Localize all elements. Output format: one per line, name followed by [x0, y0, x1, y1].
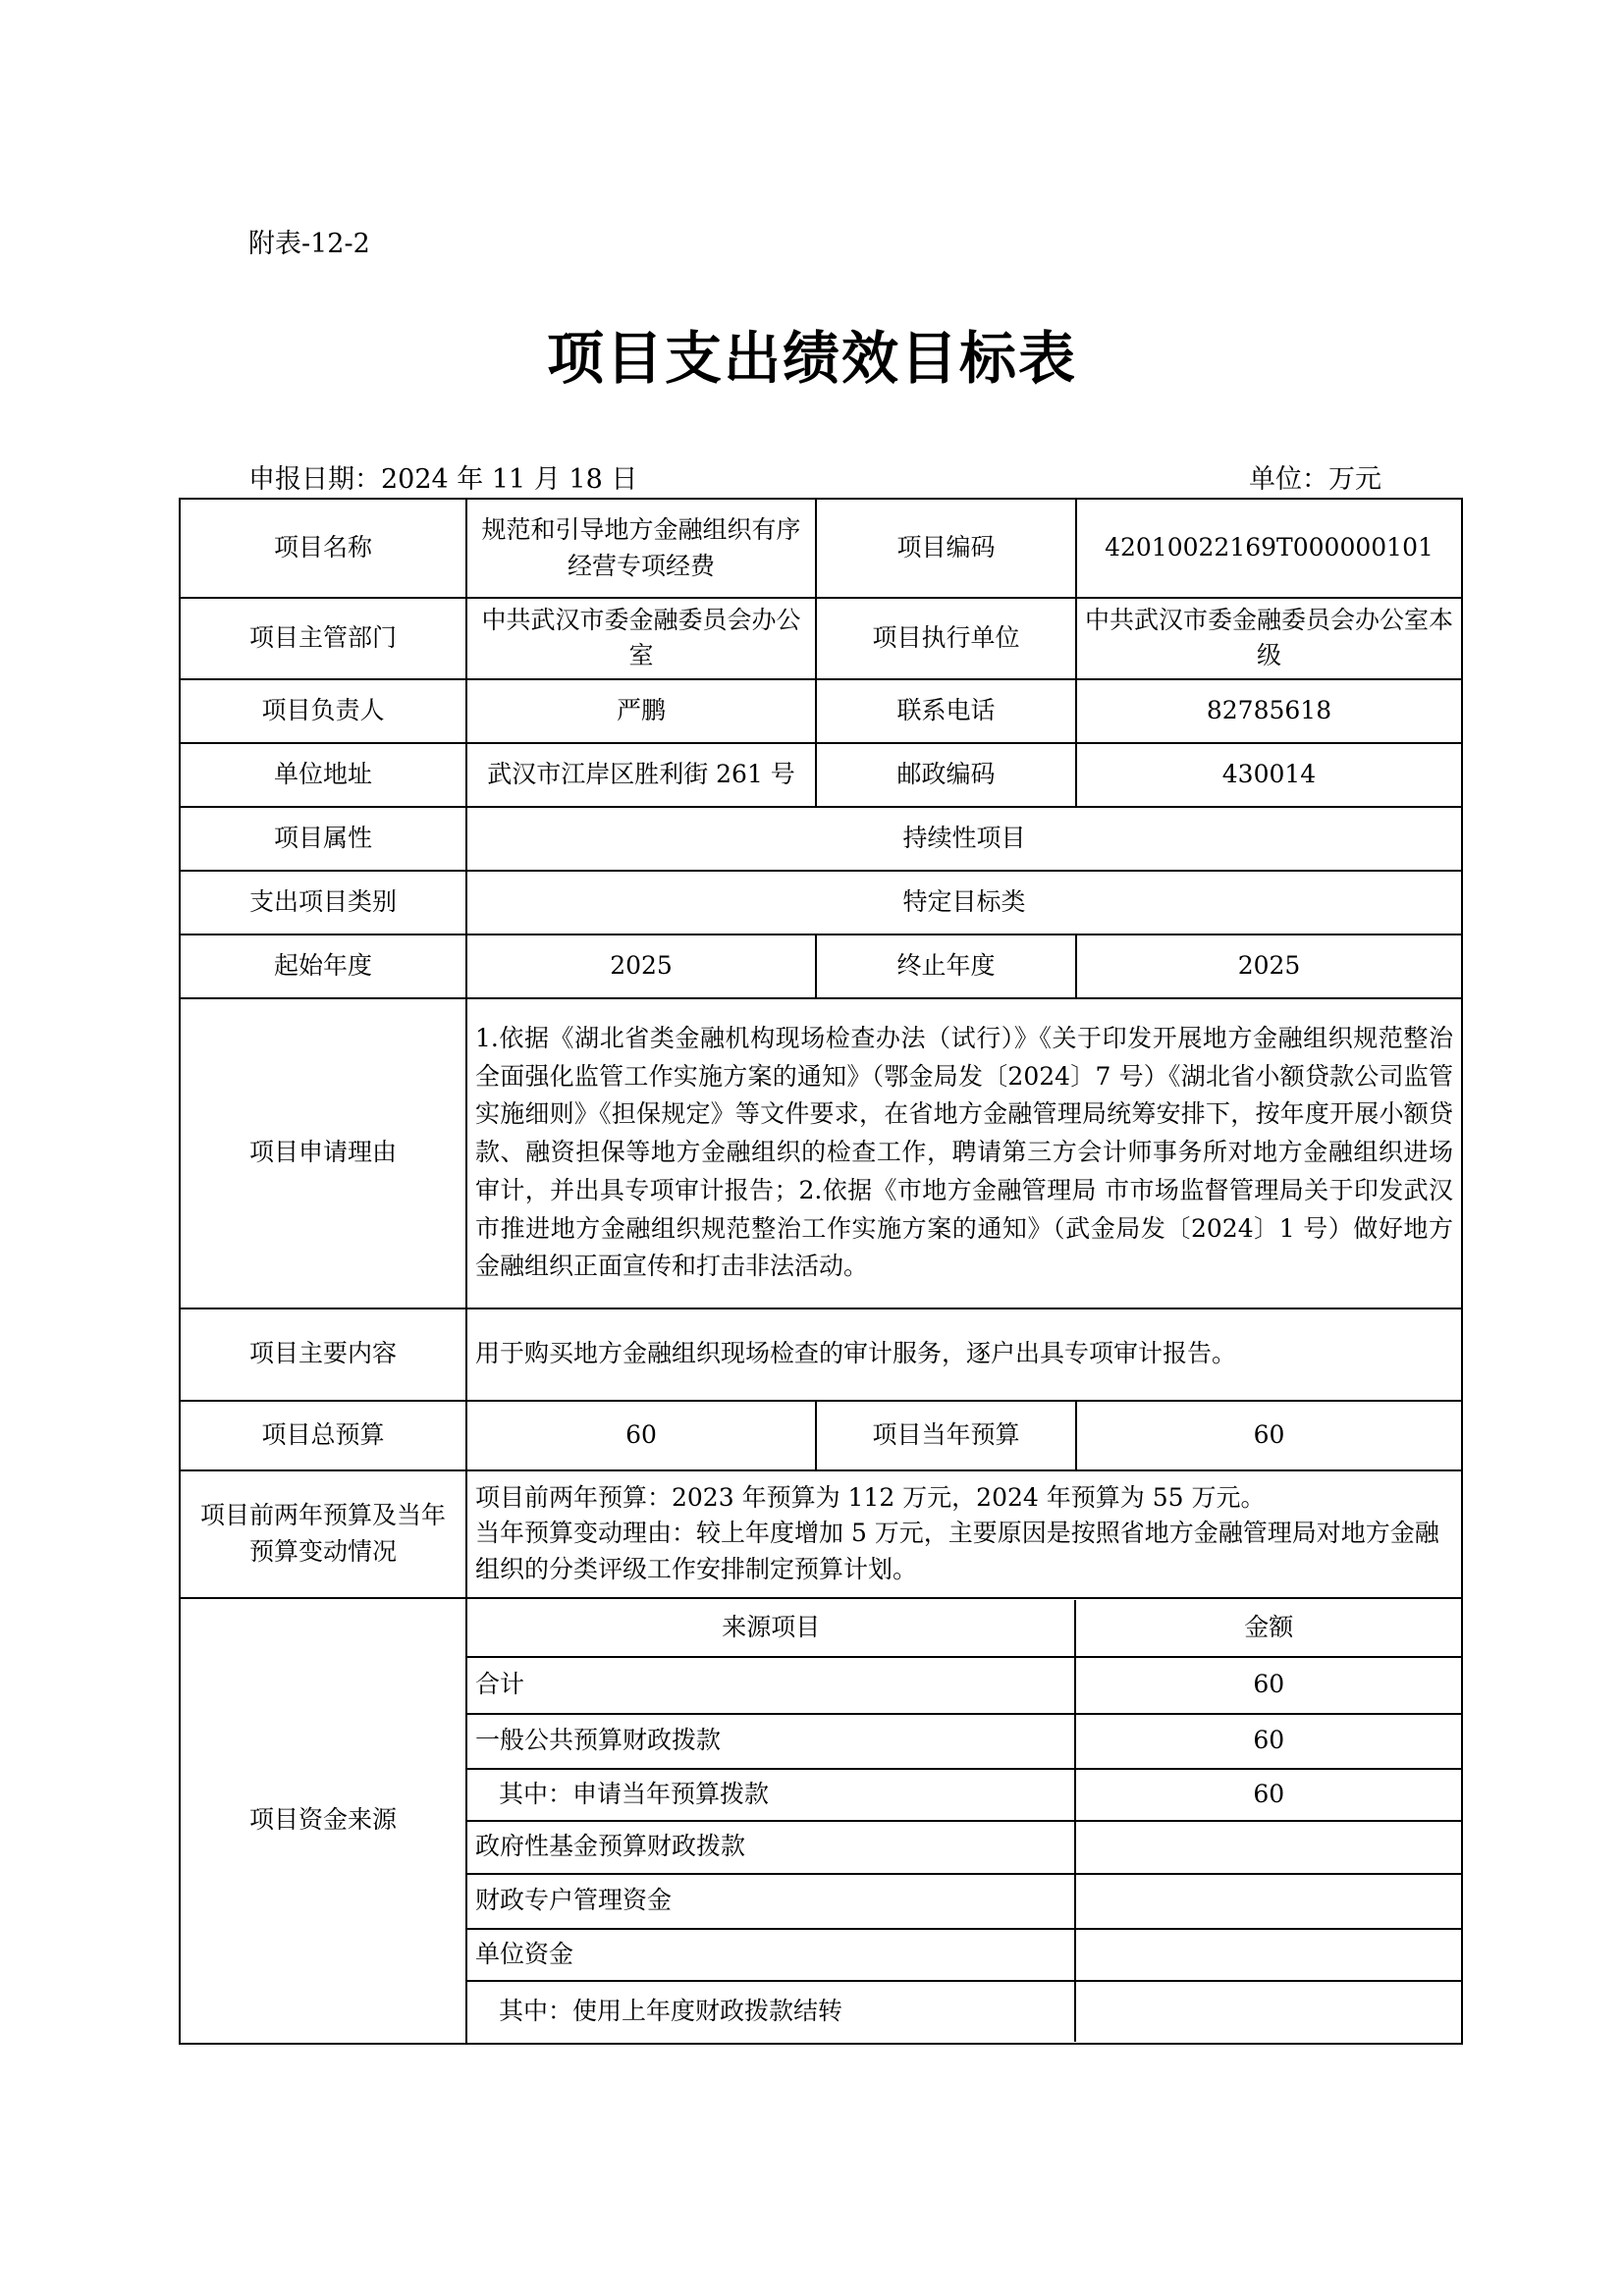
funding-row-amount	[1075, 1929, 1461, 1981]
total-budget-value: 60	[466, 1401, 816, 1470]
funding-row-name: 财政专户管理资金	[467, 1874, 1075, 1929]
funding-row-amount: 60	[1075, 1714, 1461, 1769]
attribute-label: 项目属性	[180, 807, 466, 871]
leader-label: 项目负责人	[180, 679, 466, 743]
funding-row-amount: 60	[1075, 1657, 1461, 1714]
budget-change-value	[466, 1470, 1462, 1598]
content-value: 用于购买地方金融组织现场检查的审计服务，逐户出具专项审计报告。	[466, 1308, 1462, 1401]
funding-row-name: 其中：使用上年度财政拨款结转	[467, 1981, 1075, 2042]
funding-source-table	[467, 1600, 1461, 2042]
funding-row-amount	[1075, 1981, 1461, 2042]
project-code-label: 项目编码	[816, 499, 1076, 598]
year-budget-value: 60	[1076, 1401, 1462, 1470]
exec-unit-label: 项目执行单位	[816, 598, 1076, 679]
funding-row	[467, 1981, 1461, 2042]
funding-row	[467, 1714, 1461, 1769]
total-budget-label: 项目总预算	[180, 1401, 466, 1470]
page-title: 项目支出绩效目标表	[546, 325, 1077, 392]
address-label: 单位地址	[180, 743, 466, 807]
project-name-value: 规范和引导地方金融组织有序经营专项经费	[466, 499, 816, 598]
exec-unit-value: 中共武汉市委金融委员会办公室本级	[1076, 598, 1462, 679]
phone-label: 联系电话	[816, 679, 1076, 743]
content-label: 项目主要内容	[180, 1308, 466, 1401]
category-label: 支出项目类别	[180, 871, 466, 934]
funding-row-amount: 60	[1075, 1769, 1461, 1821]
end-year-value: 2025	[1076, 934, 1462, 998]
funding-row-name: 其中：申请当年预算拨款	[467, 1769, 1075, 1821]
dept-label: 项目主管部门	[180, 598, 466, 679]
end-year-label: 终止年度	[816, 934, 1076, 998]
funding-source-cell	[466, 1598, 1462, 2044]
funding-header-source: 来源项目	[467, 1600, 1075, 1657]
attachment-label: 附表-12-2	[248, 229, 370, 259]
address-value: 武汉市江岸区胜利街 261 号	[466, 743, 816, 807]
phone-value: 82785618	[1076, 679, 1462, 743]
funding-row	[467, 1657, 1461, 1714]
funding-row-name: 政府性基金预算财政拨款	[467, 1821, 1075, 1874]
reason-label: 项目申请理由	[180, 998, 466, 1308]
funding-row	[467, 1929, 1461, 1981]
category-value: 特定目标类	[466, 871, 1462, 934]
project-name-label: 项目名称	[180, 499, 466, 598]
report-date: 申报日期：2024 年 11 月 18 日	[248, 464, 638, 495]
funding-header-amount: 金额	[1075, 1600, 1461, 1657]
dept-value: 中共武汉市委金融委员会办公室	[466, 598, 816, 679]
unit-label: 单位：万元	[1249, 464, 1381, 495]
reason-value: 1.依据《湖北省类金融机构现场检查办法（试行）》《关于印发开展地方金融组织规范整治全面强化监管工作实施方案的通知》（鄂金局发〔2024〕7 号）《湖北省小额贷款公司监管实施细则》《担保规定》等文件要求，在省地方金融管理局统筹安排下，按年度开展小额贷款、融资担保等地方金融组织的检查工作，聘请第三方会计师事务所对地方金融组织进场审计，并出具专项审计报告；2.依据《市地方金融管理局 市市场监督管理局关于印发武汉市推进地方金融组织规范整治工作实施方案的通知》（武金局发〔2024〕1 号）做好地方金融组织正面宣传和打击非法活动。	[466, 998, 1462, 1308]
funding-row-name: 单位资金	[467, 1929, 1075, 1981]
start-year-value: 2025	[466, 934, 816, 998]
budget-change-line-2: 当年预算变动理由：较上年度增加 5 万元，主要原因是按照省地方金融管理局对地方金融组织的分类评级工作安排制定预算计划。	[475, 1519, 1439, 1583]
start-year-label: 起始年度	[180, 934, 466, 998]
year-budget-label: 项目当年预算	[816, 1401, 1076, 1470]
performance-target-table	[179, 498, 1463, 2045]
funding-row-amount	[1075, 1874, 1461, 1929]
funding-row-name: 一般公共预算财政拨款	[467, 1714, 1075, 1769]
funding-row	[467, 1821, 1461, 1874]
funding-source-label: 项目资金来源	[180, 1598, 466, 2044]
project-code-value: 42010022169T000000101	[1076, 499, 1462, 598]
postcode-value: 430014	[1076, 743, 1462, 807]
attribute-value: 持续性项目	[466, 807, 1462, 871]
funding-row-amount	[1075, 1821, 1461, 1874]
budget-change-line-1: 项目前两年预算：2023 年预算为 112 万元，2024 年预算为 55 万元。	[475, 1483, 1266, 1513]
funding-row	[467, 1769, 1461, 1821]
budget-change-label: 项目前两年预算及当年预算变动情况	[180, 1470, 466, 1598]
leader-value: 严鹏	[466, 679, 816, 743]
funding-row-name: 合计	[467, 1657, 1075, 1714]
postcode-label: 邮政编码	[816, 743, 1076, 807]
funding-row	[467, 1874, 1461, 1929]
